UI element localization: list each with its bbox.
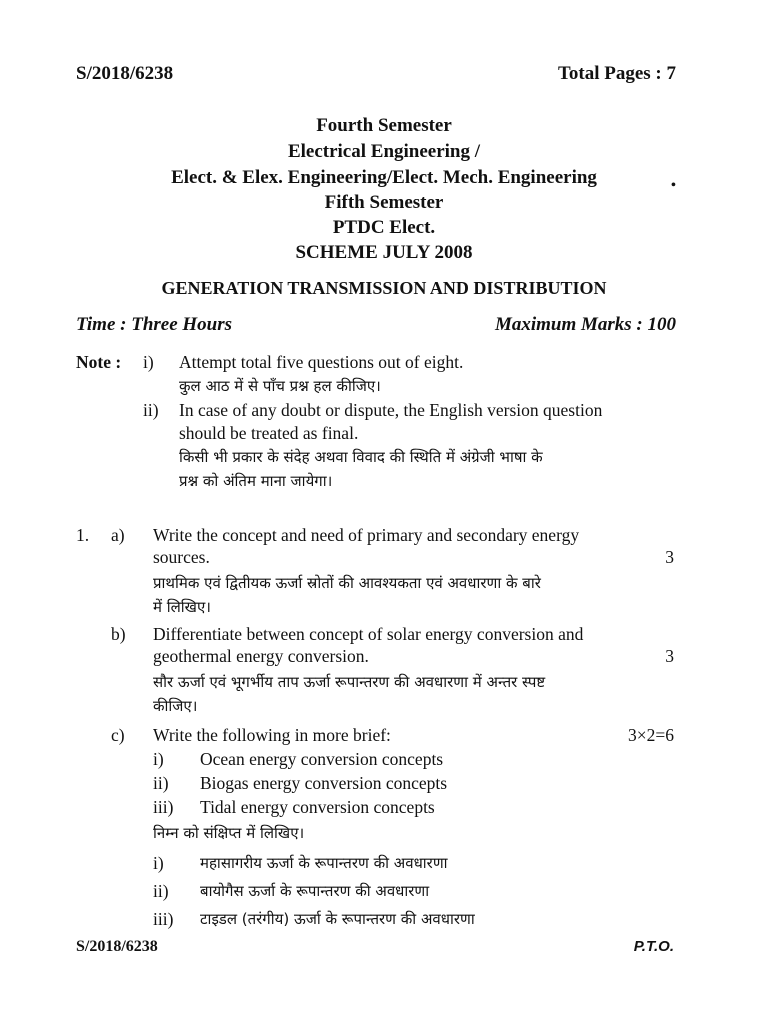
q1c-hindi: निम्न को संक्षिप्त में लिखिए। [153, 824, 305, 842]
q1c-en-item-text: Biogas energy conversion concepts [200, 773, 448, 793]
q1a-text-1: Write the concept and need of primary and secondary energy [153, 525, 580, 545]
paper-code: S/2018/6238 [76, 63, 174, 84]
program-title: PTDC Elect. [332, 217, 436, 238]
stray-mark: • [671, 178, 676, 193]
q1c-hi-item-num: ii) [153, 881, 169, 901]
note-ii-text-1: In case of any doubt or dispute, the English version question [179, 400, 603, 420]
q1c-hi-item-text: महासागरीय ऊर्जा के रूपान्तरण की अवधारणा [200, 854, 448, 872]
q1c-en-item-text: Ocean energy conversion concepts [200, 749, 444, 769]
q1b-label: b) [111, 624, 126, 644]
q1a-text-2: sources. [153, 547, 210, 567]
q1b-hindi-1: सौर ऊर्जा एवं भूगर्भीय ताप ऊर्जा रूपान्तरण की अवधारणा में अन्तर स्पष्ट [153, 673, 546, 691]
q1a-hindi-2: में लिखिए। [153, 598, 211, 616]
note-ii-hindi-1: किसी भी प्रकार के संदेह अथवा विवाद की स्थिति में अंग्रेजी भाषा के [179, 448, 543, 466]
q1b-text-1: Differentiate between concept of solar energy conversion and [153, 624, 584, 644]
q1c-hi-item-text: बायोगैस ऊर्जा के रूपान्तरण की अवधारणा [200, 882, 430, 900]
q1c-hi-item-num: i) [153, 853, 164, 873]
pto-label: P.T.O. [633, 938, 674, 955]
scheme-title: SCHEME JULY 2008 [295, 242, 473, 263]
note-i-hindi: कुल आठ में से पाँच प्रश्न हल कीजिए। [179, 377, 381, 395]
semester-title: Fourth Semester [316, 115, 452, 136]
subject-title: GENERATION TRANSMISSION AND DISTRIBUTION [161, 278, 607, 298]
q1b-text-2: geothermal energy conversion. [153, 646, 369, 666]
total-pages: Total Pages : 7 [557, 63, 676, 84]
q1c-marks: 3×2=6 [628, 725, 674, 745]
q1c-en-item-num: i) [153, 749, 164, 769]
note-i-text: Attempt total five questions out of eight. [179, 352, 464, 372]
footer-paper-code: S/2018/6238 [76, 938, 158, 955]
q1c-text: Write the following in more brief: [153, 725, 391, 745]
branch-subtitle: Elect. & Elex. Engineering/Elect. Mech. Engineering [171, 167, 597, 188]
q1c-en-item-num: iii) [153, 797, 174, 817]
semester-alt-title: Fifth Semester [324, 192, 444, 213]
note-ii-hindi-2: प्रश्न को अंतिम माना जायेगा। [179, 472, 333, 490]
q1c-en-item-num: ii) [153, 773, 169, 793]
q1a-marks: 3 [665, 547, 674, 567]
note-ii-num: ii) [143, 400, 159, 420]
q1c-hi-item-num: iii) [153, 909, 174, 929]
q1c-hi-item-text: टाइडल (तरंगीय) ऊर्जा के रूपान्तरण की अवधारणा [200, 910, 475, 928]
q1b-marks: 3 [665, 646, 674, 666]
note-ii-text-2: should be treated as final. [179, 423, 359, 443]
exam-time: Time : Three Hours [76, 314, 233, 335]
max-marks: Maximum Marks : 100 [494, 314, 676, 335]
note-i-num: i) [143, 352, 154, 372]
q1a-hindi-1: प्राथमिक एवं द्वितीयक ऊर्जा स्रोतों की आवश्यकता एवं अवधारणा के बारे [153, 574, 541, 592]
note-label: Note : [76, 352, 122, 372]
q1a-label: a) [111, 525, 125, 545]
q1c-en-item-text: Tidal energy conversion concepts [200, 797, 435, 817]
q1b-hindi-2: कीजिए। [153, 697, 198, 715]
q1c-label: c) [111, 725, 125, 745]
question-number: 1. [76, 525, 90, 545]
branch-title: Electrical Engineering / [287, 141, 481, 162]
